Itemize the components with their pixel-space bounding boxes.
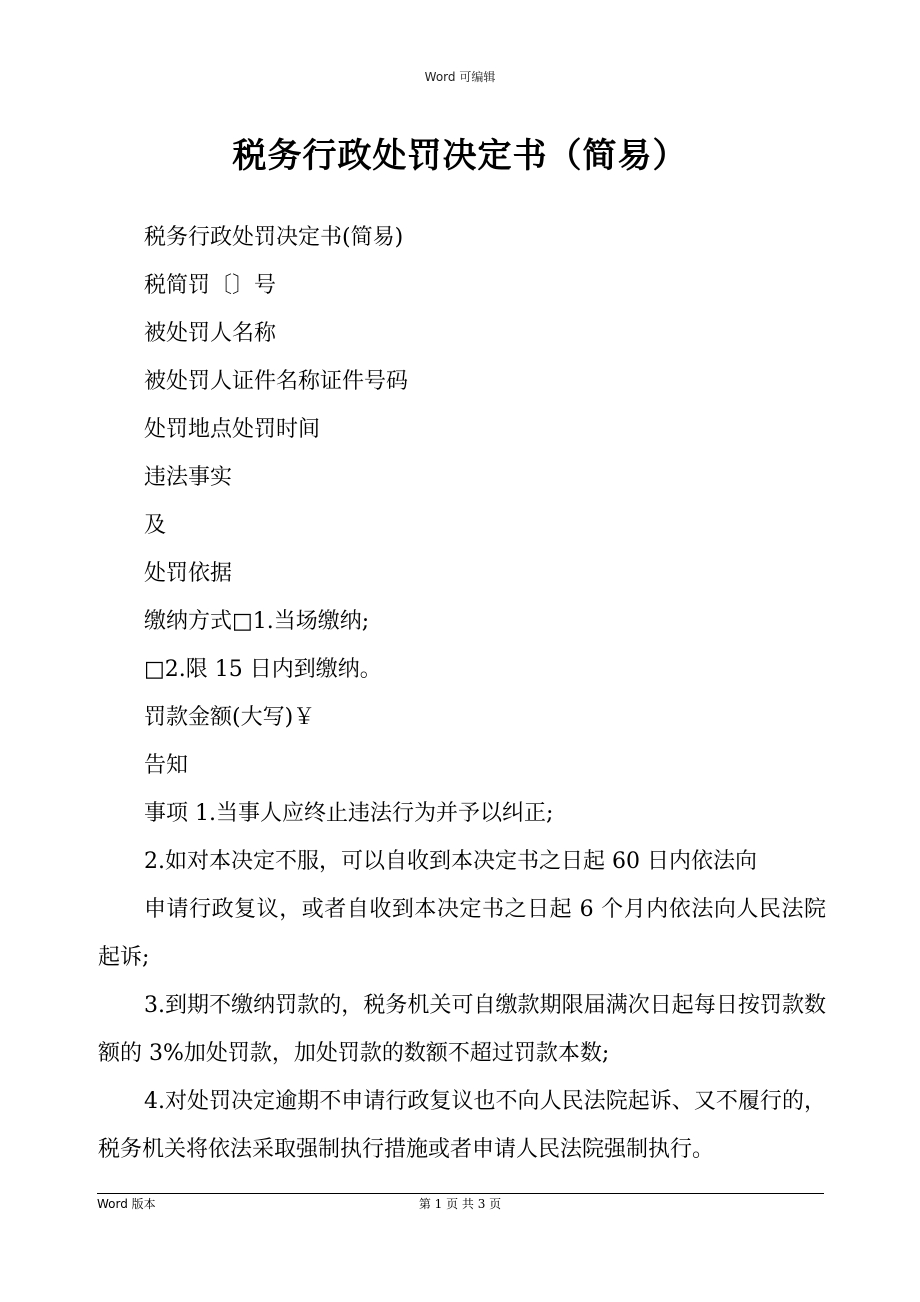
- line-and: 及: [144, 513, 167, 538]
- line-payment-method-onsite: 缴纳方式□1.当场缴纳;: [144, 609, 370, 634]
- line-payment-method-15-days: □2.限 15 日内到缴纳。: [144, 657, 382, 682]
- line-form-title: 税务行政处罚决定书(简易): [144, 225, 404, 250]
- line-place-time: 处罚地点处罚时间: [144, 417, 321, 442]
- header-note: Word 可编辑: [424, 70, 496, 84]
- paragraph-late-payment: 3.到期不缴纳罚款的，税务机关可自缴款期限届满次日起每日按罚款数额的 3%加处罚款，加处罚款的数额不超过罚款本数;: [98, 993, 826, 1066]
- footer-version-label: Word 版本: [97, 1197, 156, 1211]
- line-notice: 告知: [144, 753, 189, 778]
- document-body: [98, 214, 826, 1174]
- line-violation-facts: 违法事实: [144, 465, 233, 490]
- line-penalized-party-name: 被处罚人名称: [144, 321, 277, 346]
- document-title: 税务行政处罚决定书（简易）: [232, 136, 688, 176]
- line-document-number: 税简罚〔〕号: [144, 273, 277, 298]
- line-notice-item-1: 事项 1.当事人应终止违法行为并予以纠正;: [144, 801, 554, 826]
- footer-divider: [97, 1193, 824, 1194]
- line-penalty-basis: 处罚依据: [144, 561, 233, 586]
- line-notice-item-2: 2.如对本决定不服，可以自收到本决定书之日起 60 日内依法向: [144, 849, 757, 874]
- paragraph-appeal-rights: 申请行政复议，或者自收到本决定书之日起 6 个月内依法向人民法院起诉;: [98, 897, 826, 970]
- line-fine-amount: 罚款金额(大写)￥: [144, 705, 316, 730]
- paragraph-enforcement: 4.对处罚决定逾期不申请行政复议也不向人民法院起诉、又不履行的，税务机关将依法采取强制执行措施或者申请人民法院强制执行。: [98, 1089, 826, 1162]
- line-id-document: 被处罚人证件名称证件号码: [144, 369, 409, 394]
- footer-page-number: 第 1 页 共 3 页: [418, 1197, 502, 1211]
